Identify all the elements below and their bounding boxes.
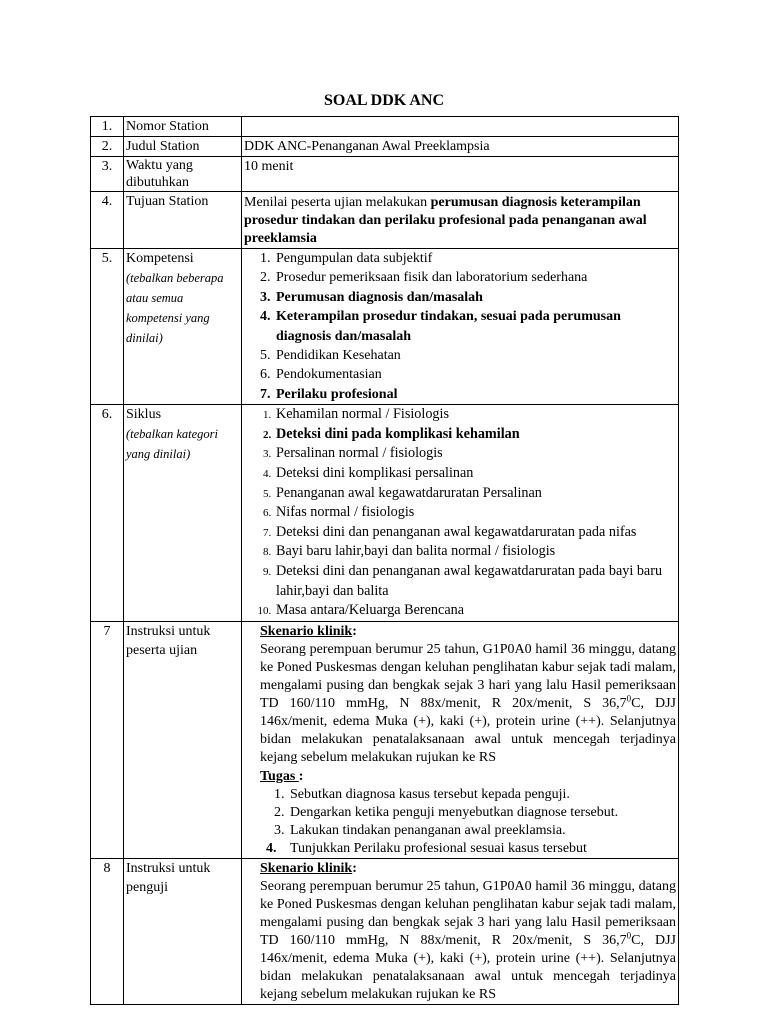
list-item: 3. Persalinan normal / fisiologis (274, 444, 676, 464)
table-row (91, 157, 679, 192)
table-row (91, 621, 679, 858)
list-item: 5. Penanganan awal kegawatdaruratan Persalinan (274, 484, 676, 504)
list-item: 6. Nifas normal / fisiologis (274, 503, 676, 523)
row-label: Instruksi untuk peserta ujian (124, 621, 242, 858)
scenario-heading: Skenario klinik (260, 860, 353, 876)
row-number: 3. (91, 157, 124, 192)
row-label: Waktu yang dibutuhkan (124, 157, 242, 192)
list-item: 8. Bayi baru lahir,bayi dan balita normal / fisiologis (274, 542, 676, 562)
row-number: 1. (91, 117, 124, 137)
scenario-heading: Skenario klinik (260, 623, 353, 639)
list-item: 1. Pengumpulan data subjektif (274, 249, 676, 268)
list-item: 3. Perumusan diagnosis dan/masalah (274, 288, 676, 307)
table-row (91, 137, 679, 157)
row-number: 5. (91, 249, 124, 405)
row-value (242, 192, 679, 249)
list-item: 3. Lakukan tindakan penanganan awal preeklamsia. (288, 822, 676, 840)
row-label: Instruksi untuk penguji (124, 858, 242, 1004)
list-item: 2. Dengarkan ketika penguji menyebutkan diagnose tersebut. (288, 804, 676, 822)
scenario-text: Seorang perempuan berumur 25 tahun, G1P0A0 hamil 36 minggu, datang ke Poned Puskesmas dengan keluhan penglihatan kabur sejak tadi malam, mengalami pusing dan bengkak sejak 3 hari yang lalu Hasil pemeriksaan TD 160/110 mmHg, N 88x/menit, R 20x/menit, S 36,7$^0$C, DJJ 146x/menit, edema Muka (+), kaki (+), protein urine (++). Selanjutnya bidan melakukan penatalaksanaan awal untuk mencegah terjadinya kejang sebelum melakukan rujukan ke RS (260, 878, 676, 1002)
row-label (124, 405, 242, 622)
competency-note: (tebalkan beberapa atau semua kompetensi yang dinilai) (126, 271, 224, 345)
table-row (91, 405, 679, 622)
list-item: 2. Prosedur pemeriksaan fisik dan laboratorium sederhana (274, 268, 676, 287)
table-row (91, 117, 679, 137)
list-item: 7. Perilaku profesional (274, 385, 676, 404)
cycle-list (244, 405, 676, 621)
objective-bold-text: perumusan diagnosis keterampilan prosedur tindakan dan perilaku profesional pada penanganan awal preeklamsia (244, 195, 647, 246)
row-number: 4. (91, 192, 124, 249)
list-item: 4. Keterampilan prosedur tindakan, sesuai pada perumusan diagnosis dan/masalah (274, 307, 676, 346)
list-item: 10. Masa antara/Keluarga Berencana (274, 601, 676, 621)
list-item: 1. Kehamilan normal / Fisiologis (274, 405, 676, 425)
list-item: Tunjukkan Perilaku profesional sesuai kasus tersebut 4. (266, 840, 587, 856)
station-table (90, 116, 679, 1005)
list-item: 1. Sebutkan diagnosa kasus tersebut kepada penguji. (288, 786, 676, 804)
list-item: 9. Deteksi dini dan penanganan awal kegawatdaruratan pada bayi baru lahir,bayi dan balita (274, 562, 676, 601)
list-item: 6. Pendokumentasian (274, 365, 676, 384)
scenario-block: Skenario klinik: Seorang perempuan berumur 25 tahun, G1P0A0 hamil 36 minggu, datang ke Poned Puskesmas dengan keluhan penglihatan kabur sejak tadi malam, mengalami pusing dan bengkak sejak 3 hari yang lalu Hasil pemeriksaan TD 160/110 mmHg, N 88x/menit, R 20x/menit, S 36,7$^0$C, DJJ 146x/menit, edema Muka (+), kaki (+), protein urine (++). Selanjutnya bidan melakukan penatalaksanaan awal untuk mencegah terjadinya kejang sebelum melakukan rujukan ke RS Tugas : (260, 623, 676, 784)
table-row (91, 192, 679, 249)
row-value (242, 621, 679, 858)
row-label (124, 249, 242, 405)
tasks-heading: Tugas (260, 768, 299, 784)
task-list (244, 786, 676, 858)
table-row (91, 249, 679, 405)
row-label: Nomor Station (124, 117, 242, 137)
row-label: Tujuan Station (124, 192, 242, 249)
row-number: 6. (91, 405, 124, 622)
row-number: 8 (91, 858, 124, 1004)
cycle-note: (tebalkan kategori yang dinilai) (126, 427, 218, 462)
document-title: SOAL DDK ANC (323, 92, 445, 109)
list-item: 2. Deteksi dini pada komplikasi kehamilan (274, 425, 676, 445)
row-number: 2. (91, 137, 124, 157)
row-label: Judul Station (124, 137, 242, 157)
row-value: 10 menit (242, 157, 679, 192)
row-value (242, 117, 679, 137)
row-number: 7 (91, 621, 124, 858)
list-item: 4. Deteksi dini komplikasi persalinan (274, 464, 676, 484)
competency-label: Kompetensi (126, 251, 194, 266)
objective-text: Menilai peserta ujian melakukan (244, 195, 431, 210)
list-item: 5. Pendidikan Kesehatan (274, 346, 676, 365)
table-row (91, 858, 679, 1004)
scenario-block: Skenario klinik: Seorang perempuan berumur 25 tahun, G1P0A0 hamil 36 minggu, datang ke Poned Puskesmas dengan keluhan penglihatan kabur sejak tadi malam, mengalami pusing dan bengkak sejak 3 hari yang lalu Hasil pemeriksaan TD 160/110 mmHg, N 88x/menit, R 20x/menit, S 36,7$^0$C, DJJ 146x/menit, edema Muka (+), kaki (+), protein urine (++). Selanjutnya bidan melakukan penatalaksanaan awal untuk mencegah terjadinya kejang sebelum melakukan rujukan ke RS (260, 860, 676, 1002)
row-value: DDK ANC-Penanganan Awal Preeklampsia (242, 137, 679, 157)
list-item: 7. Deteksi dini dan penanganan awal kegawatdaruratan pada nifas (274, 523, 676, 543)
row-value (242, 858, 679, 1004)
row-value (242, 249, 679, 405)
row-value (242, 405, 679, 622)
competency-list (244, 249, 676, 404)
cycle-label: Siklus (126, 407, 162, 423)
scenario-text: Seorang perempuan berumur 25 tahun, G1P0A0 hamil 36 minggu, datang ke Poned Puskesmas dengan keluhan penglihatan kabur sejak tadi malam, mengalami pusing dan bengkak sejak 3 hari yang lalu Hasil pemeriksaan TD 160/110 mmHg, N 88x/menit, R 20x/menit, S 36,7$^0$C, DJJ 146x/menit, edema Muka (+), kaki (+), protein urine (++). Selanjutnya bidan melakukan penatalaksanaan awal untuk mencegah terjadinya kejang sebelum melakukan rujukan ke RS (260, 641, 676, 765)
